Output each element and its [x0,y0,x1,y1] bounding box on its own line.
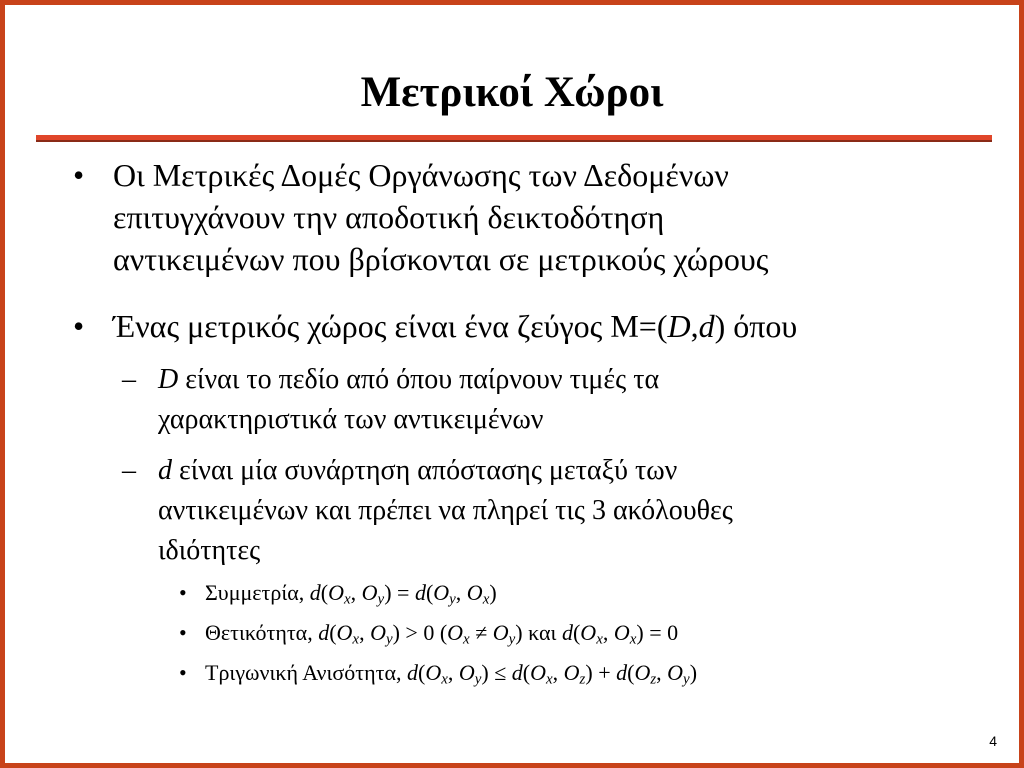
var-D: D [667,308,691,344]
bullet-1-line-1: Οι Μετρικές Δομές Οργάνωσης των Δεδομένων [113,157,729,193]
bullet-2 [73,305,993,347]
dash-marker: – [122,364,136,395]
bullet-2-prefix: Ένας μετρικός χώρος είναι ένα ζεύγος Μ=( [113,308,668,344]
title-divider [36,135,992,142]
sub-bullet-domain-line-1 [158,360,898,400]
comma: , [690,308,699,344]
sub-bullet-domain-text: είναι το πεδίο από όπου παίρνουν τιμές τα [178,364,660,395]
bullet-2-line [113,305,993,347]
sub-bullet-distance-text: είναι μία συνάρτηση απόστασης μεταξύ των [172,455,678,486]
property-label: Τριγωνική Ανισότητα, [205,660,407,685]
bullet-1-line-2: επιτυγχάνουν την αποδοτική δεικτοδότηση [113,199,665,235]
property-symmetry [179,578,925,608]
sub-bullet-domain-line-2: χαρακτηριστικά των αντικειμένων [158,404,544,435]
formula: $d(O_x$, $O_y) > 0$ $(O_x \ne O_y)$ και $d(O_x$, $O_x) = 0$ [318,620,679,648]
bullet-2-suffix: ) όπου [714,308,798,344]
formula: $d(O_x$, $O_y) = d(O_y$, $O_x$) [309,580,497,608]
dash-marker: – [122,455,136,486]
formula: $d(O_x$, $O_y) \le d(O_x$, $O_z) + d(O_z$, $O_y$) [406,660,698,688]
sub-bullet-distance-line-1 [158,451,898,491]
var-d: d [698,308,715,344]
sub-bullet-distance-line-2: αντικειμένων και πρέπει να πληρεί τις 3 ακόλουθες [158,495,733,526]
property-label: Συμμετρία, [205,580,310,605]
property-label: Θετικότητα, [205,620,319,645]
bullet-dot: • [179,660,187,685]
property-positivity [179,618,925,648]
sub-bullet-distance-line-3: ιδιότητες [158,535,261,566]
bullet-1 [73,154,993,280]
bullet-dot: • [73,157,85,193]
sub-bullet-domain [122,360,898,440]
bullet-dot: • [73,308,85,344]
bullet-dot: • [179,620,187,645]
page-number: 4 [989,733,997,749]
property-triangle-inequality [179,658,925,688]
bullet-1-line-3: αντικειμένων που βρίσκονται σε μετρικούς χώρους [113,241,769,277]
slide-title: Μετρικοί Χώροι [360,69,664,116]
bullet-dot: • [179,580,187,605]
sub-bullet-distance [122,451,898,571]
var-D: D [158,364,179,395]
var-d: d [158,455,172,486]
